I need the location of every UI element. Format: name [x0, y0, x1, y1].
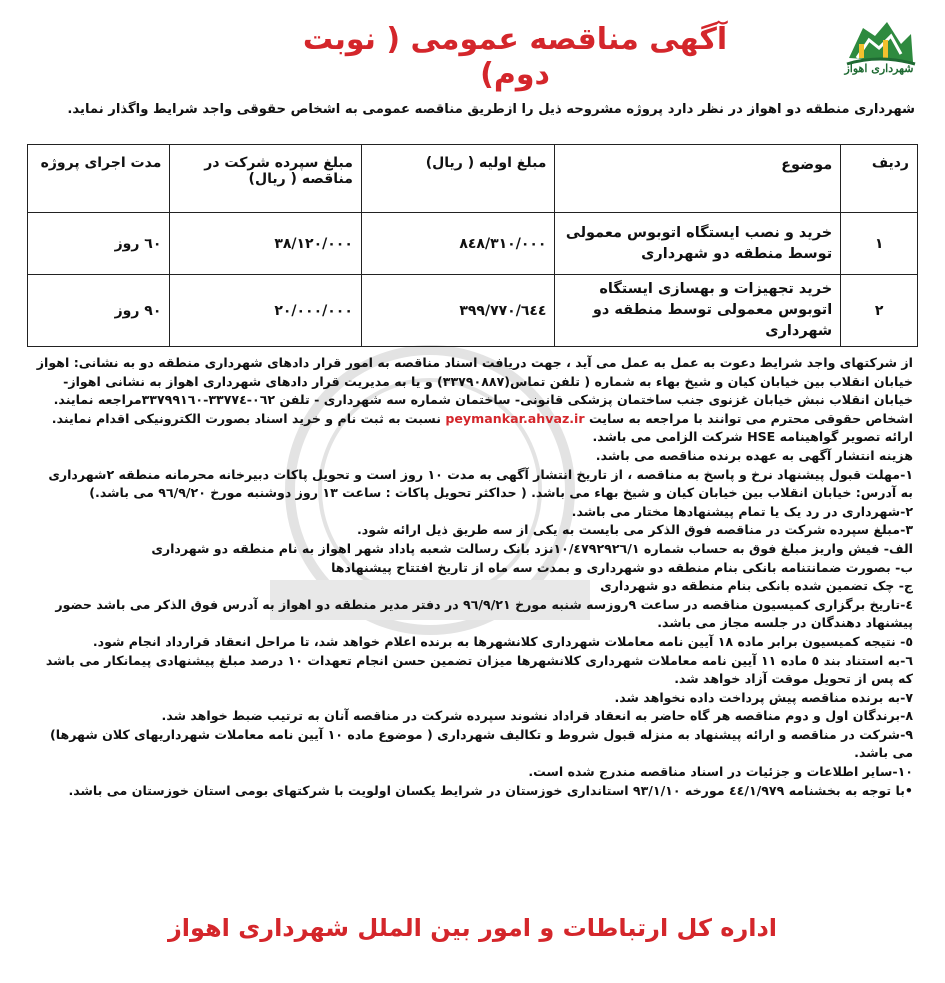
condition-item: ٤-تاریخ برگزاری کمیسیون مناقصه در ساعت ٩روزسه شنبه مورخ ٩٦/٩/٢١ در دفتر مدیر منطقه دو اهواز به آدرس فوق الذکر می باشد حضور پیشنهاد دهندگان در جلسه مجاز می باشد. — [55, 596, 913, 631]
conditions-text — [33, 354, 913, 800]
tender-table — [27, 144, 918, 347]
condition-item: ٨-برندگان اول و دوم مناقصه هر گاه حاضر به انعقاد قراداد نشوند سپرده شرکت در مناقصه آنان به ترتیب ضبط خواهد شد. — [161, 708, 913, 724]
footer-signature: اداره کل ارتباطات و امور بین الملل شهرداری اهواز — [167, 914, 778, 942]
condition-item: ١-مهلت قبول پیشنهاد نرخ و پاسخ به مناقصه ، از تاریخ انتشار آگهی به مدت ١٠ روز است و تحویل پاکات دبیرخانه محرمانه منطقه ٢شهرداری به آدرس: خیابان انقلاب بین خیابان کیان و شیخ بهاء می باشد. ( حداکثر تحویل پاکات : ساعت ١٣ روز دوشنبه مورخ ٩٦/٩/٢٠ می باشد.) — [48, 466, 913, 501]
condition-subitem: ب- بصورت ضمانتنامه بانکی بنام منطقه دو شهرداری و بمدت سه ماه از تاریخ افتتاح پیشنهادها — [331, 559, 913, 575]
row-deposit-amount: ٣٨/١٢٠/٠٠٠ — [170, 213, 362, 275]
header-deposit-amount: مبلغ سپرده شرکت در مناقصه ( ریال) — [170, 145, 362, 213]
condition-subitem: الف- فیش واریز مبلغ فوق به حساب شماره ١٠/٤٧٩٢٩٢٦/١نزد بانک رسالت شعبه پاداد شهر اهواز به نام منطقه دو شهرداری — [151, 540, 913, 556]
condition-item: ١٠-سایر اطلاعات و جزئیات در اسناد مناقصه مندرج شده است. — [528, 764, 913, 780]
row-deposit-amount: ٢٠/٠٠٠/٠٠٠ — [170, 275, 362, 347]
row-initial-amount: ٣٩٩/٧٧٠/٦٤٤ — [361, 275, 555, 347]
condition-item: ٦-به استناد بند ٥ ماده ١١ آیین نامه معاملات شهرداری کلانشهرها میزان تضمین حسن انجام تعهدات ١٠ درصد مبلغ پیشنهادی پیمانکار می باشد که پس از تحویل موقت آزاد خواهد شد. — [45, 652, 913, 687]
condition-item: ٧-به برنده مناقصه پیش پرداخت داده نخواهد شد. — [614, 689, 913, 705]
row-number: ٢ — [841, 275, 918, 347]
website-link[interactable]: peymankar.ahvaz.ir — [445, 410, 585, 426]
condition-item: ٥- نتیجه کمیسیون برابر ماده ١٨ آیین نامه معاملات شهرداری کلانشهرها به برنده اعلام خواهد شد، تا مراحل انعقاد قرارداد انجام شود. — [92, 633, 913, 649]
ad-cost-paragraph: هزینه انتشار آگهی به عهده برنده مناقصه می باشد. — [595, 447, 913, 463]
condition-item: ٩-شرکت در مناقصه و ارائه پیشنهاد به منزله قبول شروط و تکالیف شهرداری ( موضوع ماده ١٠ آیین نامه معاملات شهرداریهای کلان شهرها) می باشد. — [49, 726, 913, 761]
row-duration: ٩٠ روز — [28, 275, 170, 347]
table-row — [28, 275, 918, 347]
header-duration: مدت اجرای پروژه — [28, 145, 170, 213]
condition-item: ٣-مبلغ سپرده شرکت در مناقصه فوق الذکر می بایست به یکی از سه طریق ذیل ارائه شود. — [356, 522, 913, 538]
logo-caption: شهرداری اهواز — [844, 62, 914, 75]
online-registration-paragraph — [33, 410, 913, 429]
municipality-logo-icon — [839, 14, 921, 94]
online-text-before: اشخاص حقوقی محترم می توانند با مراجعه به سایت — [584, 410, 913, 426]
invitation-paragraph: از شرکتهای واجد شرایط دعوت به عمل به عمل می آید ، جهت دریافت اسناد مناقصه به امور قرار دادهای شهرداری منطقه دو به نشانی: اهواز خیابان انقلاب بین خیابان کیان و شیخ بهاء به شماره ( تلفن تماس(٣٣٧٩٠٨٨٧) و یا به مدیریت قرار دادهای شهرداری اهواز به نشانی اهواز- خیابان انقلاب نبش خیابان غزنوی جنب ساختمان پزشکی قانونی- ساختمان شماره سه شهرداری - تلفن ٠٦٢-٣٣٧٧٤-٣٣٧٩٩١٦٠مراجعه نمایند. — [36, 355, 913, 408]
header-subject: موضوع — [555, 145, 841, 213]
header-initial-amount: مبلغ اولیه ( ریال) — [361, 145, 555, 213]
condition-item: ٢-شهرداری در رد یک یا تمام پیشنهادها مختار می باشد. — [571, 503, 913, 519]
row-subject: خرید و نصب ایستگاه اتوبوس معمولی توسط منطقه دو شهرداری — [555, 213, 841, 275]
row-number: ١ — [841, 213, 918, 275]
table-header-row — [28, 145, 918, 213]
page-title: آگهی مناقصه عمومی ( نوبت دوم) — [302, 22, 728, 92]
online-text-after: نسبت به ثبت نام و خرید اسناد بصورت الکترونیکی اقدام نمایند. — [51, 410, 446, 426]
row-subject: خرید تجهیزات و بهسازی ایستگاه اتوبوس معمولی توسط منطقه دو شهرداری — [555, 275, 841, 347]
row-duration: ٦٠ روز — [28, 213, 170, 275]
priority-note: •با توجه به بخشنامه ٤٤/١/٩٧٩ مورخه ٩٣/١/١٠ استانداری خوزستان در شرایط یکسان اولویت با شرکتهای بومی استان خوزستان می باشد. — [68, 782, 913, 798]
condition-subitem: ج- چک تضمین شده بانکی بنام منطقه دو شهرداری — [600, 578, 913, 594]
intro-paragraph: شهرداری منطقه دو اهواز در نظر دارد پروژه مشروحه ذیل را ازطریق مناقصه عمومی به اشخاص حقوقی واجد شرایط واگذار نماید. — [67, 102, 915, 117]
hse-paragraph: ارائه تصویر گواهینامه HSE شرکت الزامی می باشد. — [592, 429, 913, 445]
table-row — [28, 213, 918, 275]
row-initial-amount: ٨٤٨/٣١٠/٠٠٠ — [361, 213, 555, 275]
header-row-number: ردیف — [841, 145, 918, 213]
